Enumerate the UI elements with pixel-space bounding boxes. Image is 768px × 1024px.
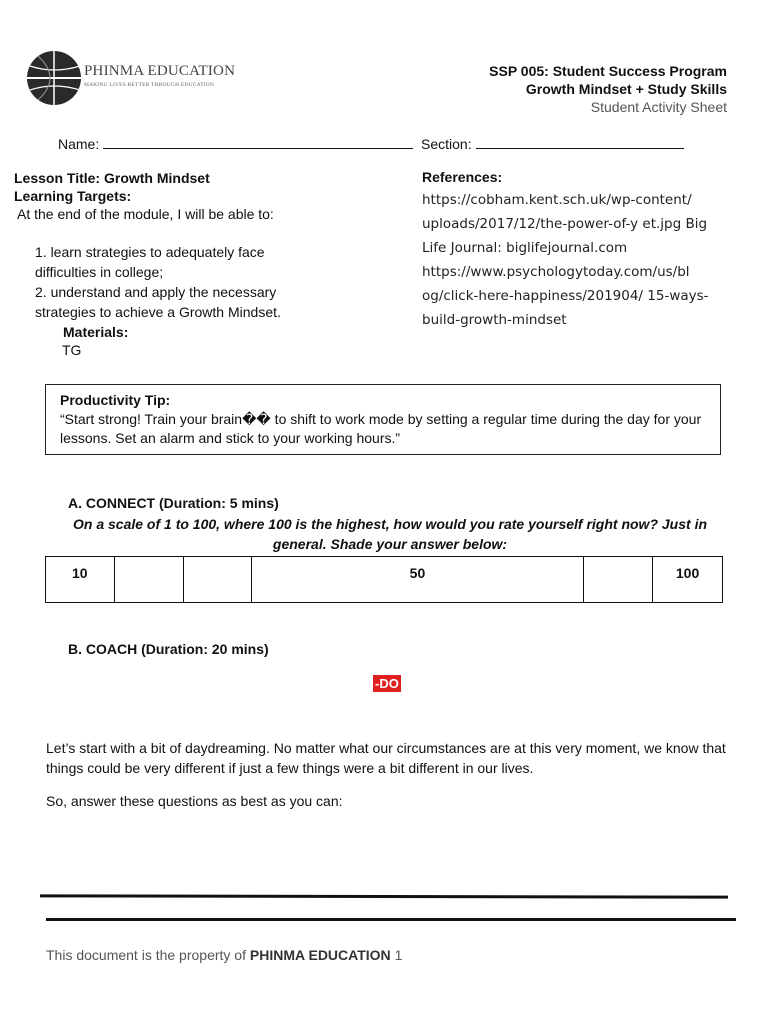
section-line[interactable]: [476, 136, 684, 149]
references-label: References:: [422, 169, 503, 185]
do-badge: -DO: [375, 676, 399, 691]
divider-line: [46, 918, 736, 921]
sheet-title: Student Activity Sheet: [590, 99, 727, 115]
logo-name: PHINMA EDUCATION: [84, 63, 236, 79]
scale-cell[interactable]: [584, 557, 653, 603]
footer: [46, 947, 402, 963]
connect-question: On a scale of 1 to 100, where 100 is the highest, how would you rate yourself right now? Just in general. Shade your answer below:: [72, 516, 708, 552]
learning-targets-label: Learning Targets:: [14, 188, 132, 204]
divider-line: [40, 894, 728, 898]
name-label: Name:: [58, 136, 100, 152]
materials-label: Materials:: [63, 324, 129, 340]
references-text: https://cobham.kent.sch.uk/wp-content/ uploads/2017/12/the-power-of-y et.jpg Big Life Journal: biglifejournal.com https://www.psychologytoday.com/us/bl og/click-here-happiness/201904/ 15-ways-build-growth-mindset: [422, 192, 709, 328]
coach-prompt: So, answer these questions as best as you can:: [46, 793, 343, 809]
scale-cell[interactable]: 100: [653, 557, 723, 603]
name-field[interactable]: [58, 136, 413, 152]
course-title: SSP 005: Student Success Program: [489, 63, 727, 79]
learning-targets-intro: At the end of the module, I will be able to:: [17, 206, 274, 222]
section-label: Section:: [421, 136, 472, 152]
section-field[interactable]: [421, 136, 684, 152]
scale-cell[interactable]: 10: [46, 557, 115, 603]
materials-value: TG: [62, 342, 82, 358]
productivity-tip-box: [45, 384, 721, 455]
connect-title: A. CONNECT (Duration: 5 mins): [68, 495, 279, 511]
lesson-block: [14, 169, 314, 223]
scale-cell[interactable]: [183, 557, 251, 603]
learning-target-item: 2. understand and apply the necessary strategies to achieve a Growth Mindset.: [35, 284, 281, 320]
coach-title: B. COACH (Duration: 20 mins): [68, 641, 269, 657]
learning-targets-list: [35, 242, 325, 322]
footer-owner: PHINMA EDUCATION: [249, 947, 391, 963]
page-number: 1: [394, 947, 403, 963]
rating-scale-table: [45, 556, 723, 603]
coach-paragraph: Let’s start with a bit of daydreaming. No matter what our circumstances are at this very moment, we know that things could be very different if just a few things were a bit different in our lives.: [46, 740, 726, 776]
materials-block: [63, 323, 128, 359]
lesson-title: Lesson Title: Growth Mindset: [14, 170, 210, 186]
topic-title: Growth Mindset + Study Skills: [525, 81, 727, 97]
name-line[interactable]: [103, 136, 413, 149]
productivity-tip-text: “Start strong! Train your brain�� to shift to work mode by setting a regular time during the day for your lessons. Set an alarm and stick to your working hours.”: [60, 411, 702, 446]
logo-tagline: MAKING LIVES BETTER THROUGH EDUCATION: [84, 82, 215, 88]
scale-cell[interactable]: 50: [251, 557, 583, 603]
learning-target-item: 1. learn strategies to adequately face difficulties in college;: [35, 244, 265, 280]
footer-prefix: This document is the property of: [46, 947, 246, 963]
productivity-tip-label: Productivity Tip:: [60, 392, 171, 408]
scale-cell[interactable]: [114, 557, 183, 603]
